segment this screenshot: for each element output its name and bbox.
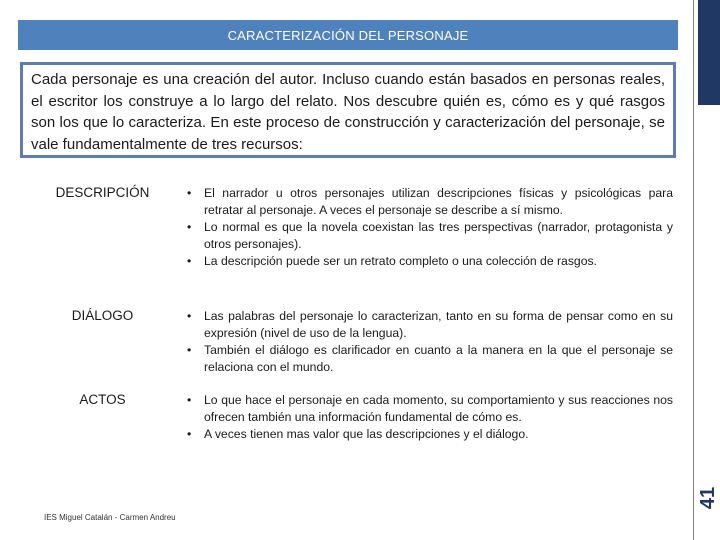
- bullet-icon: •: [187, 393, 192, 407]
- row-label-descripcion: DESCRIPCIÓN: [55, 185, 150, 200]
- list-item: • La descripción puede ser un retrato completo o una colección de rasgos.: [187, 254, 597, 268]
- row-body-descripcion: [185, 185, 673, 270]
- footer-credit: IES Miguel Catalán - Carmen Andreu: [44, 513, 176, 522]
- intro-text-box: Cada personaje es una creación del autor. Incluso cuando están basados en personas reales, el escritor los construye a lo largo del relato. Nos descubre quién es, cómo es y qué rasgos son los que lo caracteriza. En este proceso de construcción y caracterización del personaje, se vale fundamentalmente de tres recursos:: [20, 62, 676, 158]
- list-item: • Lo normal es que la novela coexistan las tres perspectivas (narrador, protagonista y otros personajes).: [187, 220, 673, 251]
- page-number: 41: [696, 486, 719, 510]
- bullet-icon: •: [187, 343, 192, 357]
- row-body-actos: [185, 392, 673, 443]
- bullet-icon: •: [187, 254, 192, 268]
- row-body-dialogo: [185, 308, 673, 376]
- list-item: • También el diálogo es clarificador en cuanto a la manera en la que el personaje se relaciona con el mundo.: [187, 343, 673, 374]
- bullet-icon: •: [187, 220, 192, 234]
- side-divider-line: [693, 0, 694, 540]
- list-item: • Lo que hace el personaje en cada momento, su comportamiento y sus reacciones nos ofrecen también una información fundamental de cómo es.: [187, 393, 673, 424]
- list-item: • A veces tienen mas valor que las descripciones y el diálogo.: [187, 427, 529, 441]
- bullet-icon: •: [187, 309, 192, 323]
- slide-title: CARACTERIZACIÓN DEL PERSONAJE: [18, 20, 678, 50]
- bullet-icon: •: [187, 186, 192, 200]
- row-label-actos: ACTOS: [79, 392, 126, 407]
- side-accent-band: [698, 0, 720, 105]
- row-label-dialogo: DIÁLOGO: [71, 308, 134, 323]
- list-item: • Las palabras del personaje lo caracterizan, tanto en su forma de pensar como en su expresión (nivel de uso de la lengua).: [187, 309, 673, 340]
- bullet-icon: •: [187, 427, 192, 441]
- list-item: • El narrador u otros personajes utilizan descripciones físicas y psicológicas para retratar al personaje. A veces el personaje se describe a sí mismo.: [187, 186, 673, 217]
